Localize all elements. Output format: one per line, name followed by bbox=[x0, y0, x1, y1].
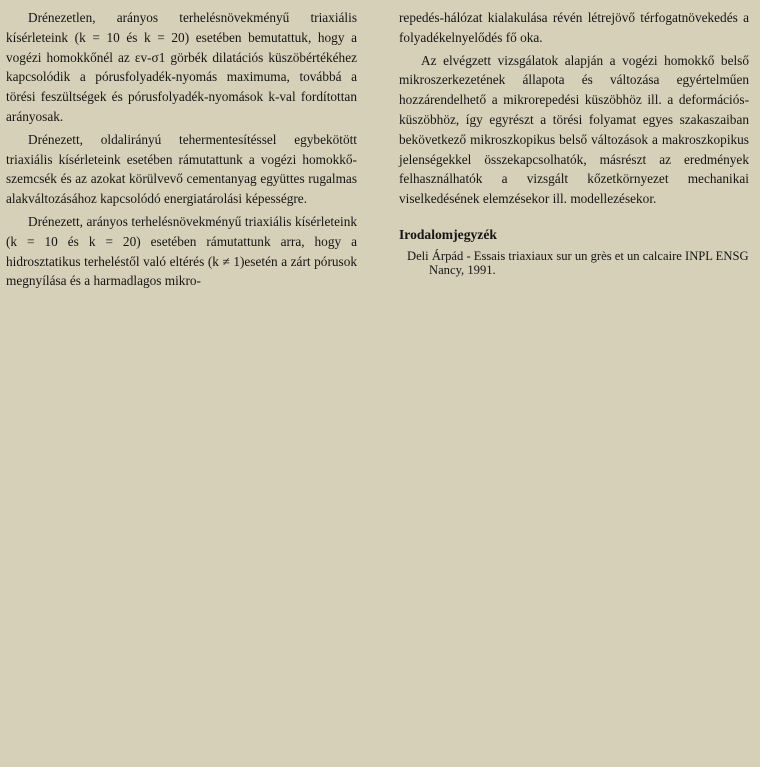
left-column bbox=[6, 8, 357, 294]
paragraph-conclusion: Az elvégzett vizsgálatok alapján a vogézi homokkő belső mikroszerkezetének állapota és változása egyértelműen hozzárendelhető a mikrorepedési küszöbhöz ill. a deformációs-küszöbhöz, így egyrészt a törési folyamat egyes szakaszaiban bekövetkező mikroszkopikus belső változások a makroszkopikus jelenségekkel összekapcsolhatók, másrészt az eredmények felhasználhatók a vizsgált kőzetkörnyezet mechanikai viselkedésének elemzésekor ill. modellezésekor. bbox=[399, 52, 749, 207]
right-column bbox=[399, 8, 749, 278]
paragraph-drained-unloading-tests: Drénezett, oldalirányú tehermentesítéssel egybekötött triaxiális kísérleteink esetében rámutattunk a vogézi homokkő-szemcsék és az azokat körülvevő cementanyag együttes rugalmas alakváltozásához kapcsolódó energiatárolási képességre. bbox=[6, 131, 357, 207]
paragraph-continuation: repedés-hálózat kialakulása révén létrejövő térfogatnövekedés a folyadékelnyelődés fő oka. bbox=[399, 10, 749, 45]
reference-item: Deli Árpád - Essais triaxiaux sur un grès et un calcaire INPL ENSG Nancy, 1991. bbox=[407, 248, 749, 278]
paragraph-undrained-tests: Drénezetlen, arányos terhelésnövekményű triaxiális kísérleteink (k = 10 és k = 20) esetében bemutattuk, hogy a vogézi homokkőnél az εv-σ1 görbék dilatációs küszöbértékéhez kapcsolódik a pórusfolyadék-nyomás maximuma, továbbá a törési feszültségek és pórusfolyadék-nyomások k-val fordítottan arányosak. bbox=[6, 10, 357, 124]
references-heading: Irodalomjegyzék bbox=[399, 226, 497, 242]
paragraph-drained-proportional-tests: Drénezett, arányos terhelésnövekményű triaxiális kísérleteink (k = 10 és k = 20) esetében rámutattunk arra, hogy a hidrosztatikus terheléstől való eltérés (k ≠ 1)esetén a zárt pórusok megnyílása és a harmadlagos mikro- bbox=[6, 213, 357, 289]
